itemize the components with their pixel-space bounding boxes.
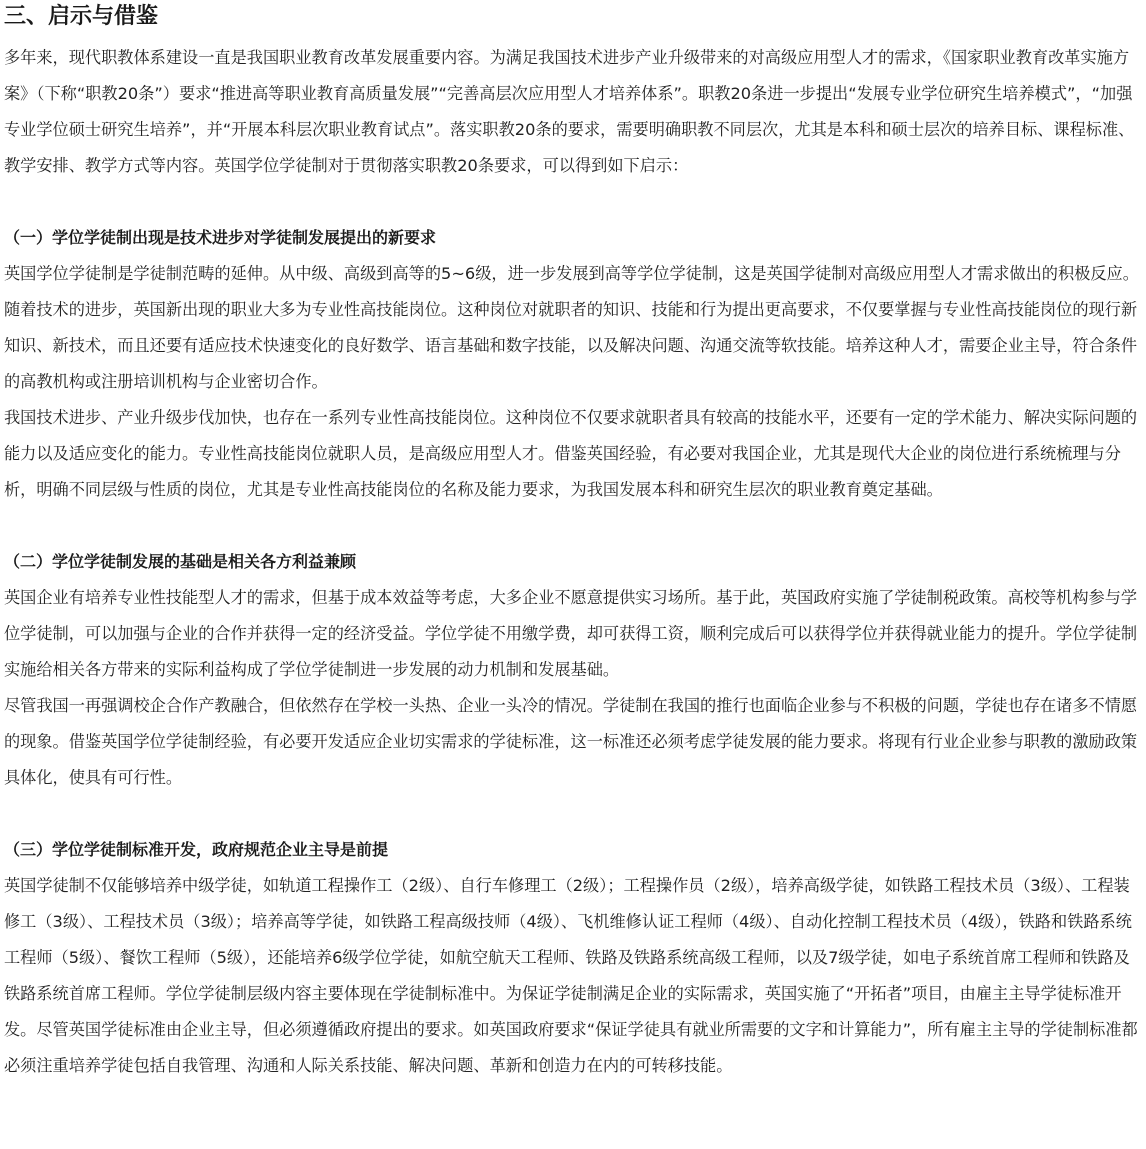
paragraph-gap bbox=[4, 796, 1144, 832]
body-paragraph: 英国企业有培养专业性技能型人才的需求，但基于成本效益等考虑，大多企业不愿意提供实习场所。基于此，英国政府实施了学徒制税政策。高校等机构参与学位学徒制，可以加强与企业的合作并获得一定的经济受益。学位学徒不用缴学费，却可获得工资，顺利完成后可以获得学位并获得就业能力的提升。学位学徒制实施给相关各方带来的实际利益构成了学位学徒制进一步发展的动力机制和发展基础。 bbox=[4, 588, 1138, 679]
paragraph-gap bbox=[4, 184, 1144, 220]
subsection-title: （二）学位学徒制发展的基础是相关各方利益兼顾 bbox=[4, 552, 357, 571]
paragraph-gap bbox=[4, 508, 1144, 544]
body-paragraph: 我国技术进步、产业升级步伐加快，也存在一系列专业性高技能岗位。这种岗位不仅要求就职者具有较高的技能水平，还要有一定的学术能力、解决实际问题的能力以及适应变化的能力。专业性高技能岗位就职人员，是高级应用型人才。借鉴英国经验，有必要对我国企业，尤其是现代大企业的岗位进行系统梳理与分析，明确不同层级与性质的岗位，尤其是专业性高技能岗位的名称及能力要求，为我国发展本科和研究生层次的职业教育奠定基础。 bbox=[4, 408, 1138, 499]
section-heading: 三、启示与借鉴 bbox=[4, 4, 159, 29]
subsection-3 bbox=[4, 832, 1144, 1084]
subsection-2 bbox=[4, 544, 1144, 796]
subsection-1 bbox=[4, 220, 1144, 508]
subsection-title: （一）学位学徒制出现是技术进步对学徒制发展提出的新要求 bbox=[4, 228, 437, 247]
intro-paragraph: 多年来，现代职教体系建设一直是我国职业教育改革发展重要内容。为满足我国技术进步产业升级带来的对高级应用型人才的需求，《国家职业教育改革实施方案》（下称“职教20条”）要求“推进高等职业教育高质量发展”“完善高层次应用型人才培养体系”。职教20条进一步提出“发展专业学位研究生培养模式”，“加强专业学位硕士研究生培养”，并“开展本科层次职业教育试点”。落实职教20条的要求，需要明确职教不同层次，尤其是本科和硕士层次的培养目标、课程标准、教学安排、教学方式等内容。英国学位学徒制对于贯彻落实职教20条要求，可以得到如下启示： bbox=[4, 48, 1135, 175]
subsection-title: （三）学位学徒制标准开发，政府规范企业主导是前提 bbox=[4, 840, 389, 859]
body-paragraph: 尽管我国一再强调校企合作产教融合，但依然存在学校一头热、企业一头冷的情况。学徒制在我国的推行也面临企业参与不积极的问题，学徒也存在诸多不情愿的现象。借鉴英国学位学徒制经验，有必要开发适应企业切实需求的学徒标准，这一标准还必须考虑学徒发展的能力要求。将现有行业企业参与职教的激励政策具体化，使具有可行性。 bbox=[4, 696, 1138, 787]
body-paragraph: 英国学徒制不仅能够培养中级学徒，如轨道工程操作工（2级）、自行车修理工（2级）；工程操作员（2级），培养高级学徒，如铁路工程技术员（3级）、工程装修工（3级）、工程技术员（3级）；培养高等学徒，如铁路工程高级技师（4级）、飞机维修认证工程师（4级）、自动化控制工程技术员（4级），铁路和铁路系统工程师（5级）、餐饮工程师（5级），还能培养6级学位学徒，如航空航天工程师、铁路及铁路系统高级工程师，以及7级学徒，如电子系统首席工程师和铁路及铁路系统首席工程师。学位学徒制层级内容主要体现在学徒制标准中。为保证学徒制满足企业的实际需求，英国实施了“开拓者”项目，由雇主主导学徒标准开发。尽管英国学徒标准由企业主导，但必须遵循政府提出的要求。如英国政府要求“保证学徒具有就业所需要的文字和计算能力”，所有雇主主导的学徒制标准都必须注重培养学徒包括自我管理、沟通和人际关系技能、解决问题、革新和创造力在内的可转移技能。 bbox=[4, 876, 1138, 1075]
body-paragraph: 英国学位学徒制是学徒制范畴的延伸。从中级、高级到高等的5~6级，进一步发展到高等学位学徒制，这是英国学徒制对高级应用型人才需求做出的积极反应。随着技术的进步，英国新出现的职业大多为专业性高技能岗位。这种岗位对就职者的知识、技能和行为提出更高要求，不仅要掌握与专业性高技能岗位的现行新知识、新技术，而且还要有适应技术快速变化的良好数学、语言基础和数字技能，以及解决问题、沟通交流等软技能。培养这种人才，需要企业主导，符合条件的高教机构或注册培训机构与企业密切合作。 bbox=[4, 264, 1139, 391]
